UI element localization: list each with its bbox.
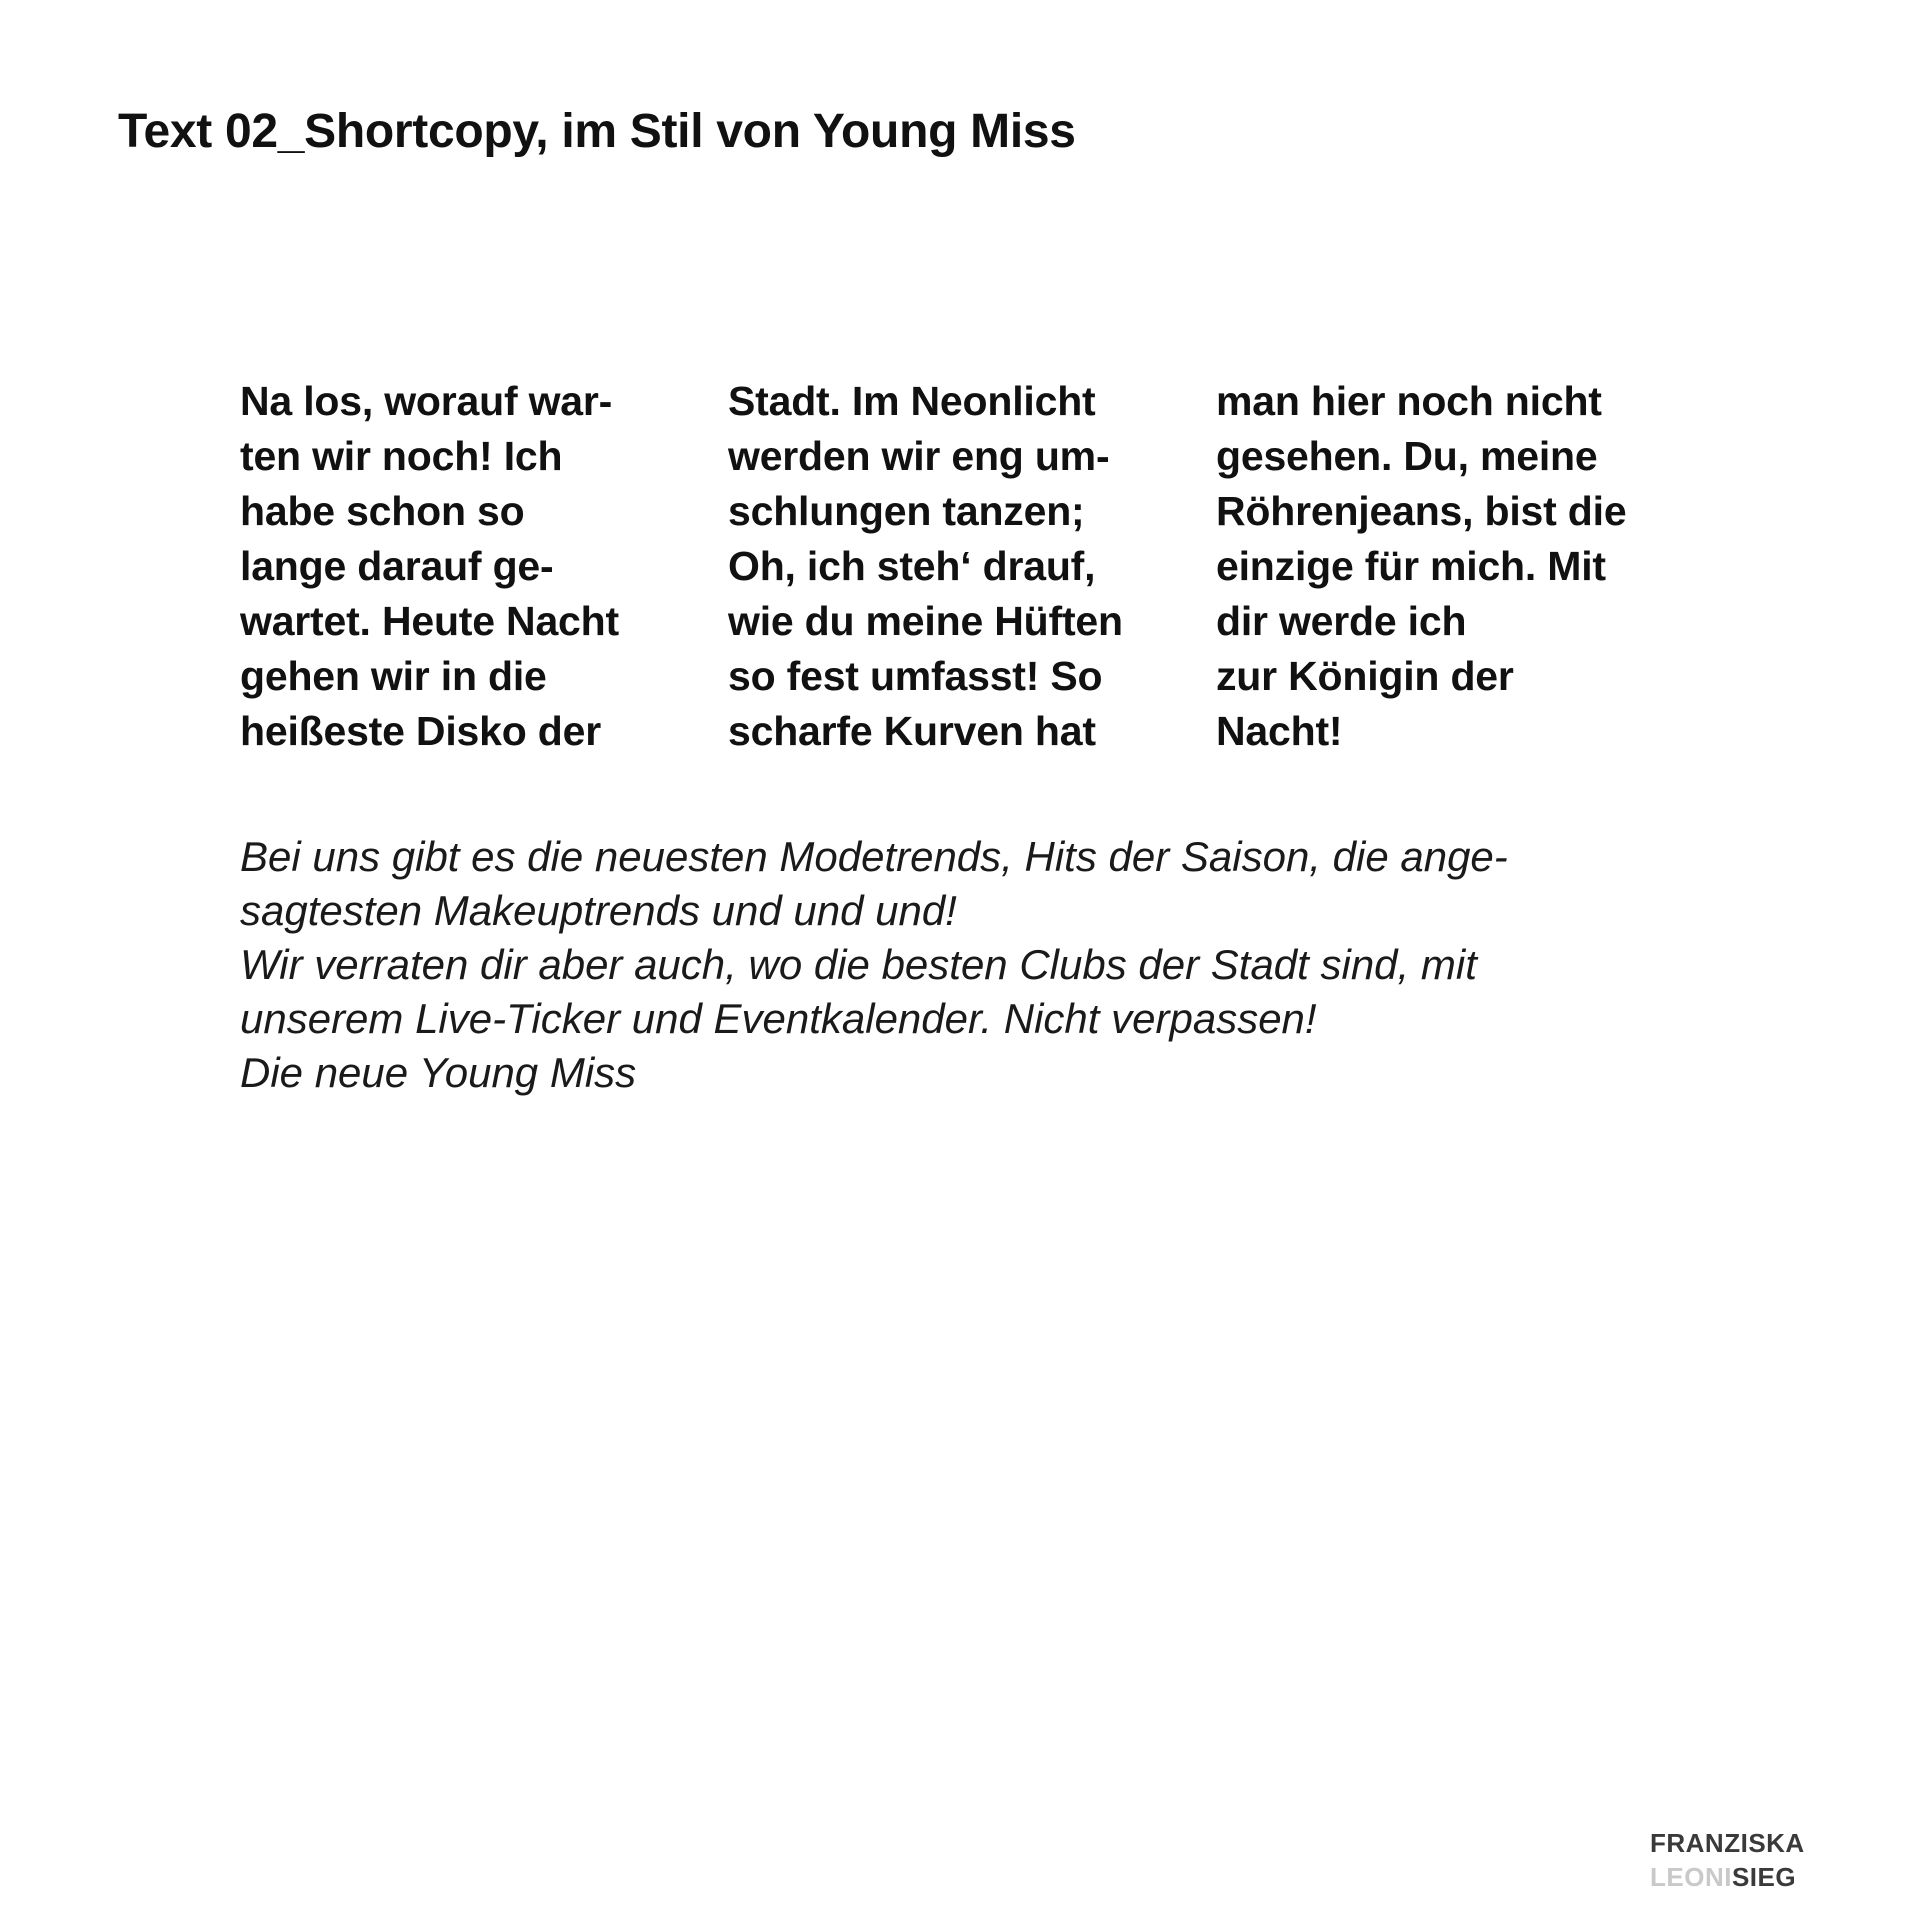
column-line: gesehen. Du, meine xyxy=(1216,433,1598,479)
column-line: wartet. Heute Nacht xyxy=(240,598,619,644)
italic-line: Wir verraten dir aber auch, wo die besten Clubs der Stadt sind, mit xyxy=(240,941,1477,988)
column-line: dir werde ich xyxy=(1216,598,1467,644)
column-line: Röhrenjeans, bist die xyxy=(1216,488,1627,534)
column-line: man hier noch nicht xyxy=(1216,378,1602,424)
logo-middle-name: LEONI xyxy=(1650,1862,1732,1892)
column-line: Nacht! xyxy=(1216,708,1343,754)
italic-line: sagtesten Makeuptrends und und und! xyxy=(240,887,957,934)
column-line: wie du meine Hüften xyxy=(728,598,1123,644)
column-line: Stadt. Im Neonlicht xyxy=(728,378,1096,424)
column-line: ten wir noch! Ich xyxy=(240,433,563,479)
logo-second-line xyxy=(1650,1860,1805,1894)
column-line: zur Königin der xyxy=(1216,653,1514,699)
column-line: schlungen tanzen; xyxy=(728,488,1085,534)
page-title: Text 02_Shortcopy, im Stil von Young Miss xyxy=(118,105,1076,158)
copy-columns xyxy=(240,374,1680,759)
logo-last-name: SIEG xyxy=(1731,1862,1797,1892)
column-line: einzige für mich. Mit xyxy=(1216,543,1606,589)
column-line: scharfe Kurven hat xyxy=(728,708,1096,754)
italic-line: Bei uns gibt es die neuesten Modetrends, Hits der Saison, die ange- xyxy=(240,833,1508,880)
column-line: Na los, worauf war- xyxy=(240,378,613,424)
column-line: gehen wir in die xyxy=(240,653,547,699)
column-line: Oh, ich steh‘ drauf, xyxy=(728,543,1096,589)
column-line: heißeste Disko der xyxy=(240,708,601,754)
column-line: habe schon so xyxy=(240,488,525,534)
copy-column-3 xyxy=(1216,374,1680,759)
italic-paragraph xyxy=(240,830,1680,1100)
italic-line: Die neue Young Miss xyxy=(240,1049,637,1096)
logo-first-name: FRANZISKA xyxy=(1650,1828,1805,1858)
author-logo xyxy=(1650,1826,1805,1894)
copy-column-1 xyxy=(240,374,728,759)
column-line: lange darauf ge- xyxy=(240,543,554,589)
italic-line: unserem Live-Ticker und Eventkalender. Nicht verpassen! xyxy=(240,995,1317,1042)
column-line: werden wir eng um- xyxy=(728,433,1110,479)
copy-column-2 xyxy=(728,374,1216,759)
column-line: so fest umfasst! So xyxy=(728,653,1103,699)
